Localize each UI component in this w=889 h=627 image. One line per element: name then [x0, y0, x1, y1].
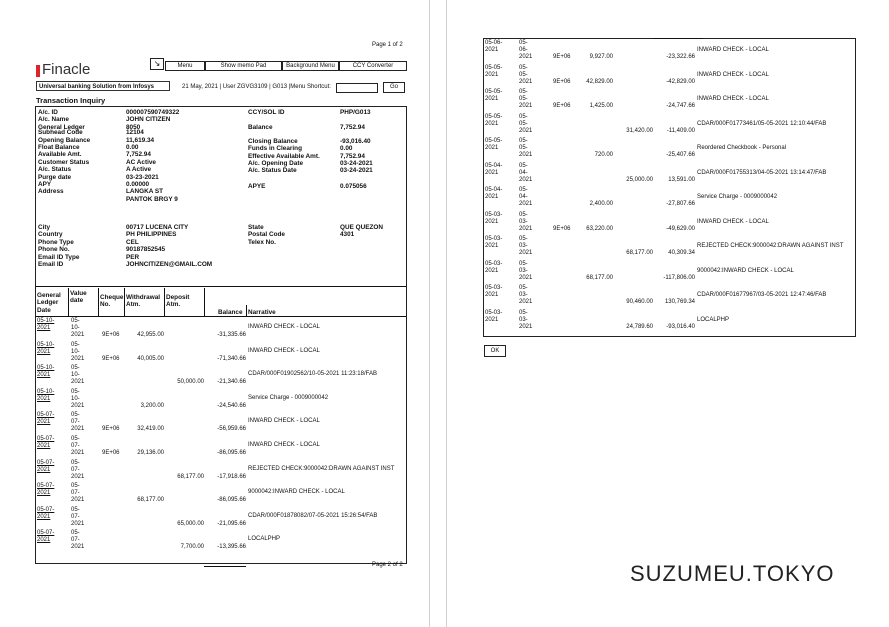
value: 0.075056: [340, 182, 367, 190]
value-date: 05- 03- 2021: [519, 309, 533, 330]
divider: [98, 288, 99, 316]
cheque-no: 9E+06: [102, 426, 120, 433]
gl-date: 05-04- 2021: [485, 162, 503, 176]
value: 000007590749322: [126, 109, 180, 116]
table-row: [0, 365, 429, 389]
label: CCY/SOL ID: [248, 109, 285, 116]
value: 7,752.94: [340, 124, 365, 132]
gl-date[interactable]: 05-10- 2021: [37, 388, 55, 402]
statement-page-1: [0, 0, 430, 627]
gl-date[interactable]: 05-10- 2021: [37, 341, 55, 355]
narrative: CDAR/000F01755313/04-05-2021 13:14:47/FAB: [697, 169, 827, 176]
gl-date: 05-03- 2021: [485, 285, 503, 298]
label: Phone Type: [38, 238, 74, 246]
withdrawal-amount: 42,829.00: [586, 78, 613, 85]
value: PANTOK BRGY 9: [126, 195, 178, 203]
balance: -24,540.66: [217, 402, 246, 409]
watermark: SUZUMEU.TOKYO: [630, 561, 835, 586]
narrative: CDAR/000F01878082/07-05-2021 15:26:54/FAB: [248, 512, 378, 519]
label: Closing Balance: [248, 137, 298, 145]
value: 03-24-2021: [340, 160, 373, 168]
withdrawal-amount: 32,419.00: [137, 426, 164, 433]
table-row: [0, 318, 429, 342]
gl-date: 05-05- 2021: [485, 64, 503, 78]
balance: -24,747.66: [666, 103, 695, 109]
value-date: 05- 03- 2021: [519, 285, 533, 305]
value-date: 05- 10- 2021: [71, 318, 85, 338]
narrative: CDAR/000F01902562/10-05-2021 11:23:18/FAB: [248, 371, 377, 378]
label: City: [38, 224, 51, 231]
gl-date: 05-03- 2021: [485, 309, 503, 323]
withdrawal-amount: 42,955.00: [137, 332, 164, 338]
gl-date[interactable]: 05-07- 2021: [37, 530, 55, 544]
value: LANGKA ST: [126, 188, 164, 196]
label: Customer Status: [38, 158, 90, 166]
balance: -86,095.66: [217, 450, 246, 456]
narrative: INWARD CHECK - LOCAL: [248, 324, 320, 330]
value-date: 05- 04- 2021: [519, 187, 533, 207]
balance: -13,395.66: [217, 544, 246, 551]
finacle-logo-mark: [36, 65, 40, 77]
table-row: [447, 187, 889, 212]
page-footer: Page 2 of 2: [372, 562, 403, 568]
divider: [35, 316, 406, 317]
value-date: 05- 03- 2021: [519, 260, 533, 281]
narrative: INWARD CHECK - LOCAL: [697, 218, 769, 225]
contact-labels: [38, 224, 79, 268]
account-values: [126, 109, 179, 203]
withdrawal-amount: 68,177.00: [137, 497, 164, 504]
deposit-amount: 31,420.00: [626, 127, 653, 134]
statement-page-2: [446, 0, 889, 627]
session-info: 21 May, 2021 | User ZGVG3109 | G013 |Menu Shortcut:: [182, 84, 331, 90]
col-header-value-date: Value date: [70, 290, 87, 305]
label: Country: [38, 231, 63, 239]
table-row: [0, 507, 429, 531]
withdrawal-amount: 9,927.00: [589, 54, 613, 60]
label: State: [248, 224, 264, 231]
narrative: INWARD CHECK - LOCAL: [697, 96, 769, 102]
narrative: CDAR/000F01773461/05-05-2021 12:10:44/FAB: [697, 120, 827, 127]
table-row: [0, 436, 429, 460]
col-header-withdrawal: Withdrawal Atm.: [126, 294, 161, 309]
deposit-amount: 90,460.00: [626, 299, 653, 305]
narrative: Reordered Checkbook - Personal: [697, 145, 787, 151]
deposit-amount: 68,177.00: [626, 250, 653, 256]
value-date: 05- 04- 2021: [519, 162, 533, 183]
balance: -56,959.66: [217, 426, 246, 433]
divider: [204, 288, 205, 316]
value-date: 05- 07- 2021: [71, 530, 85, 551]
value-date: 05- 10- 2021: [71, 365, 85, 386]
narrative: INWARD CHECK - LOCAL: [697, 71, 769, 78]
ccy-converter-button[interactable]: CCY Converter: [339, 61, 407, 71]
table-row: [0, 389, 429, 413]
balance: -86,095.66: [217, 497, 246, 504]
divider: [653, 38, 703, 39]
narrative: REJECTED CHECK:9000042:DRAWN AGAINST INST: [248, 465, 395, 472]
table-row: [447, 310, 889, 335]
balance: -93,016.40: [666, 323, 695, 330]
value: 4301: [340, 231, 355, 239]
withdrawal-amount: 29,136.00: [137, 450, 164, 456]
deposit-amount: 7,700.00: [180, 544, 204, 551]
label: APY: [38, 181, 52, 189]
balance: -21,340.66: [217, 379, 246, 386]
cheque-no: 9E+06: [553, 225, 571, 232]
label: Telex No.: [248, 238, 276, 246]
table-row: [0, 342, 429, 366]
value: 00717 LUCENA CITY: [126, 224, 189, 231]
value: CEL: [126, 238, 139, 246]
label: Postal Code: [248, 231, 285, 239]
deposit-amount: 24,789.60: [626, 323, 653, 330]
menu-button[interactable]: Menu: [165, 61, 205, 71]
balance: -117,806.00: [663, 274, 695, 281]
cheque-no: 9E+06: [102, 332, 120, 338]
narrative: 9000042:INWARD CHECK - LOCAL: [248, 489, 345, 496]
label: Funds in Clearing: [248, 145, 302, 153]
label: A/c. ID: [38, 109, 58, 116]
gl-date[interactable]: 05-07- 2021: [37, 506, 55, 520]
cheque-no: 9E+06: [553, 103, 571, 109]
gl-date[interactable]: 05-10- 2021: [37, 318, 55, 331]
col-header-deposit: Deposit Atm.: [166, 294, 190, 309]
col-header-balance: Balance: [218, 309, 243, 316]
divider: [68, 288, 69, 316]
value-date: 05- 05- 2021: [519, 113, 533, 134]
value: -93,016.40: [340, 137, 371, 145]
narrative: REJECTED CHECK:9000042:DRAWN AGAINST INST: [697, 243, 844, 249]
balance: -49,629.00: [666, 225, 695, 232]
table-row: [447, 212, 889, 237]
gl-date[interactable]: 05-07- 2021: [37, 412, 55, 426]
narrative: LOCALPHP: [248, 536, 281, 543]
gl-date: 05-05- 2021: [485, 89, 503, 102]
table-row: [447, 236, 889, 261]
cheque-no: 9E+06: [553, 78, 571, 85]
divider: [124, 288, 125, 316]
table-row: [447, 40, 889, 65]
go-button[interactable]: Go: [383, 82, 405, 93]
value: JOHNCITIZEN@GMAIL.COM: [126, 261, 213, 269]
label: Address: [38, 188, 64, 196]
cheque-no: 9E+06: [553, 54, 571, 60]
table-row: [0, 460, 429, 484]
narrative: Service Charge - 0009000042: [697, 194, 778, 200]
value-date: 05- 07- 2021: [71, 483, 85, 504]
value: A Active: [126, 166, 152, 174]
divider: [204, 566, 246, 567]
value: 7,752.94: [126, 151, 151, 159]
value: 0.00000: [126, 181, 150, 189]
background-menu-button[interactable]: Background Menu: [282, 61, 339, 71]
narrative: Service Charge - 0009000042: [248, 394, 329, 401]
label: Email ID: [38, 261, 64, 269]
narrative: 9000042:INWARD CHECK - LOCAL: [697, 267, 794, 274]
withdrawal-amount: 3,200.00: [140, 402, 164, 409]
narrative: INWARD CHECK - LOCAL: [697, 47, 769, 53]
deposit-amount: 65,000.00: [177, 520, 204, 527]
narrative: LOCALPHP: [697, 316, 730, 323]
withdrawal-amount: 40,005.00: [137, 355, 164, 362]
value: 11,619.34: [126, 136, 155, 144]
table-row: [0, 412, 429, 436]
label: A/c. Opening Date: [248, 160, 304, 168]
divider: [35, 286, 406, 287]
deposit-amount: 50,000.00: [177, 379, 204, 386]
gl-date: 05-03- 2021: [485, 211, 503, 225]
table-row: [0, 483, 429, 507]
balance: -23,322.66: [666, 54, 695, 60]
col-header-narrative: Narrative: [248, 309, 276, 316]
label: Email ID Type: [38, 253, 80, 261]
table-row: [447, 65, 889, 90]
value: 7,752.94: [340, 152, 365, 160]
balance: 13,591.00: [668, 176, 695, 183]
balance: 40,309.34: [668, 250, 695, 256]
value: PH PHILIPPINES: [126, 231, 177, 239]
label: Effective Available Amt.: [248, 152, 320, 160]
balance: -27,807.66: [666, 201, 695, 207]
narrative: INWARD CHECK - LOCAL: [248, 442, 320, 448]
gl-date[interactable]: 05-07- 2021: [37, 459, 55, 473]
value: 90187852545: [126, 246, 166, 254]
divider: [164, 288, 165, 316]
contact-right-labels: [248, 224, 285, 246]
table-row: [447, 114, 889, 139]
label: Phone No.: [38, 246, 70, 254]
col-header-gl-date: General Ledger Date: [37, 292, 61, 314]
label: A/c. Status: [38, 166, 72, 174]
ok-button[interactable]: OK: [484, 345, 506, 357]
label: Subhead Code: [38, 129, 83, 137]
account-labels: [38, 109, 90, 196]
gl-date[interactable]: 05-10- 2021: [37, 365, 55, 379]
gl-date: 05-03- 2021: [485, 236, 503, 249]
value: AC Active: [126, 158, 156, 166]
gl-date: 05-05- 2021: [485, 138, 503, 151]
balance: 130,769.34: [664, 299, 695, 305]
balance: -42,829.00: [666, 78, 695, 85]
label: Float Balance: [38, 144, 80, 152]
withdrawal-amount: 1,425.00: [589, 103, 613, 109]
balance: -17,918.66: [217, 473, 246, 480]
contact-values: [126, 224, 212, 268]
label: A/c. Name: [38, 116, 69, 124]
cheque-no: 9E+06: [102, 355, 120, 362]
label: APYE: [248, 182, 266, 190]
value-date: 05- 05- 2021: [519, 64, 533, 85]
value: PER: [126, 253, 140, 261]
value: PHP/G013: [340, 109, 371, 116]
label: Purge date: [38, 173, 72, 181]
finacle-logo: Finacle: [42, 61, 91, 78]
value-date: 05- 03- 2021: [519, 211, 533, 232]
value: QUE QUEZON: [340, 224, 383, 231]
show-memo-pad-button[interactable]: Show memo Pad: [205, 61, 282, 71]
value: 8050: [126, 123, 141, 131]
value: JOHN CITIZEN: [126, 116, 171, 124]
balance: -21,095.66: [217, 520, 246, 527]
tagline: Universal banking Solution from Infosys: [36, 81, 170, 91]
balance: -11,409.00: [666, 127, 695, 134]
table-row: [0, 530, 429, 554]
label: Balance: [248, 124, 273, 132]
withdrawal-amount: 63,220.00: [586, 225, 613, 232]
label: Opening Balance: [38, 136, 91, 144]
gl-date[interactable]: 05-07- 2021: [37, 436, 55, 449]
value-date: 05- 07- 2021: [71, 459, 85, 480]
withdrawal-amount: 68,177.00: [586, 274, 613, 281]
divider: [246, 305, 247, 316]
table-row: [447, 285, 889, 310]
value: 03-23-2021: [126, 173, 159, 181]
label: A/c. Status Date: [248, 167, 297, 175]
table-row: [447, 89, 889, 114]
page-number: Page 1 of 2: [372, 42, 403, 48]
value-date: 05- 06- 2021: [519, 40, 533, 60]
menu-shortcut-input[interactable]: [336, 83, 378, 93]
value-date: 05- 05- 2021: [519, 89, 533, 109]
narrative: CDAR/000F01677967/03-05-2021 12:47:46/FAB: [697, 292, 827, 298]
gl-date: 05-06- 2021: [485, 40, 503, 53]
table-row: [447, 138, 889, 163]
account-right-values: [340, 109, 373, 190]
narrative: INWARD CHECK - LOCAL: [248, 347, 320, 354]
value-date: 05- 10- 2021: [71, 341, 85, 362]
label: General Ledger: [38, 123, 85, 131]
value: 12104: [126, 129, 144, 137]
gl-date[interactable]: 05-07- 2021: [37, 483, 55, 497]
value-date: 05- 03- 2021: [519, 236, 533, 256]
page-title: Transaction Inquiry: [36, 96, 106, 105]
gl-date: 05-05- 2021: [485, 113, 503, 127]
label: Available Amt.: [38, 151, 82, 159]
balance: -31,335.66: [217, 332, 246, 338]
withdrawal-amount: 720.00: [594, 152, 613, 158]
value-date: 05- 05- 2021: [519, 138, 533, 158]
balance: -71,340.66: [217, 355, 246, 362]
value: 03-24-2021: [340, 167, 373, 175]
value-date: 05- 07- 2021: [71, 412, 85, 433]
withdrawal-amount: 2,400.00: [589, 201, 613, 207]
gl-date: 05-04- 2021: [485, 187, 503, 200]
value-date: 05- 10- 2021: [71, 388, 85, 409]
value: 0.00: [340, 145, 353, 153]
table-row: [447, 261, 889, 286]
value-date: 05- 07- 2021: [71, 436, 85, 456]
account-right-labels: [248, 109, 320, 190]
value: 0.00: [126, 144, 139, 152]
deposit-amount: 68,177.00: [177, 473, 204, 480]
table-row: [447, 163, 889, 188]
deposit-amount: 25,000.00: [626, 176, 653, 183]
cheque-no: 9E+06: [102, 450, 120, 456]
contact-right-values: [340, 224, 383, 239]
gl-date: 05-03- 2021: [485, 260, 503, 274]
col-header-cheque: Cheque No.: [100, 294, 124, 309]
value-date: 05- 07- 2021: [71, 506, 85, 527]
arrow-icon[interactable]: ↘: [150, 58, 164, 70]
narrative: INWARD CHECK - LOCAL: [248, 418, 320, 425]
balance: -25,407.66: [666, 152, 695, 158]
